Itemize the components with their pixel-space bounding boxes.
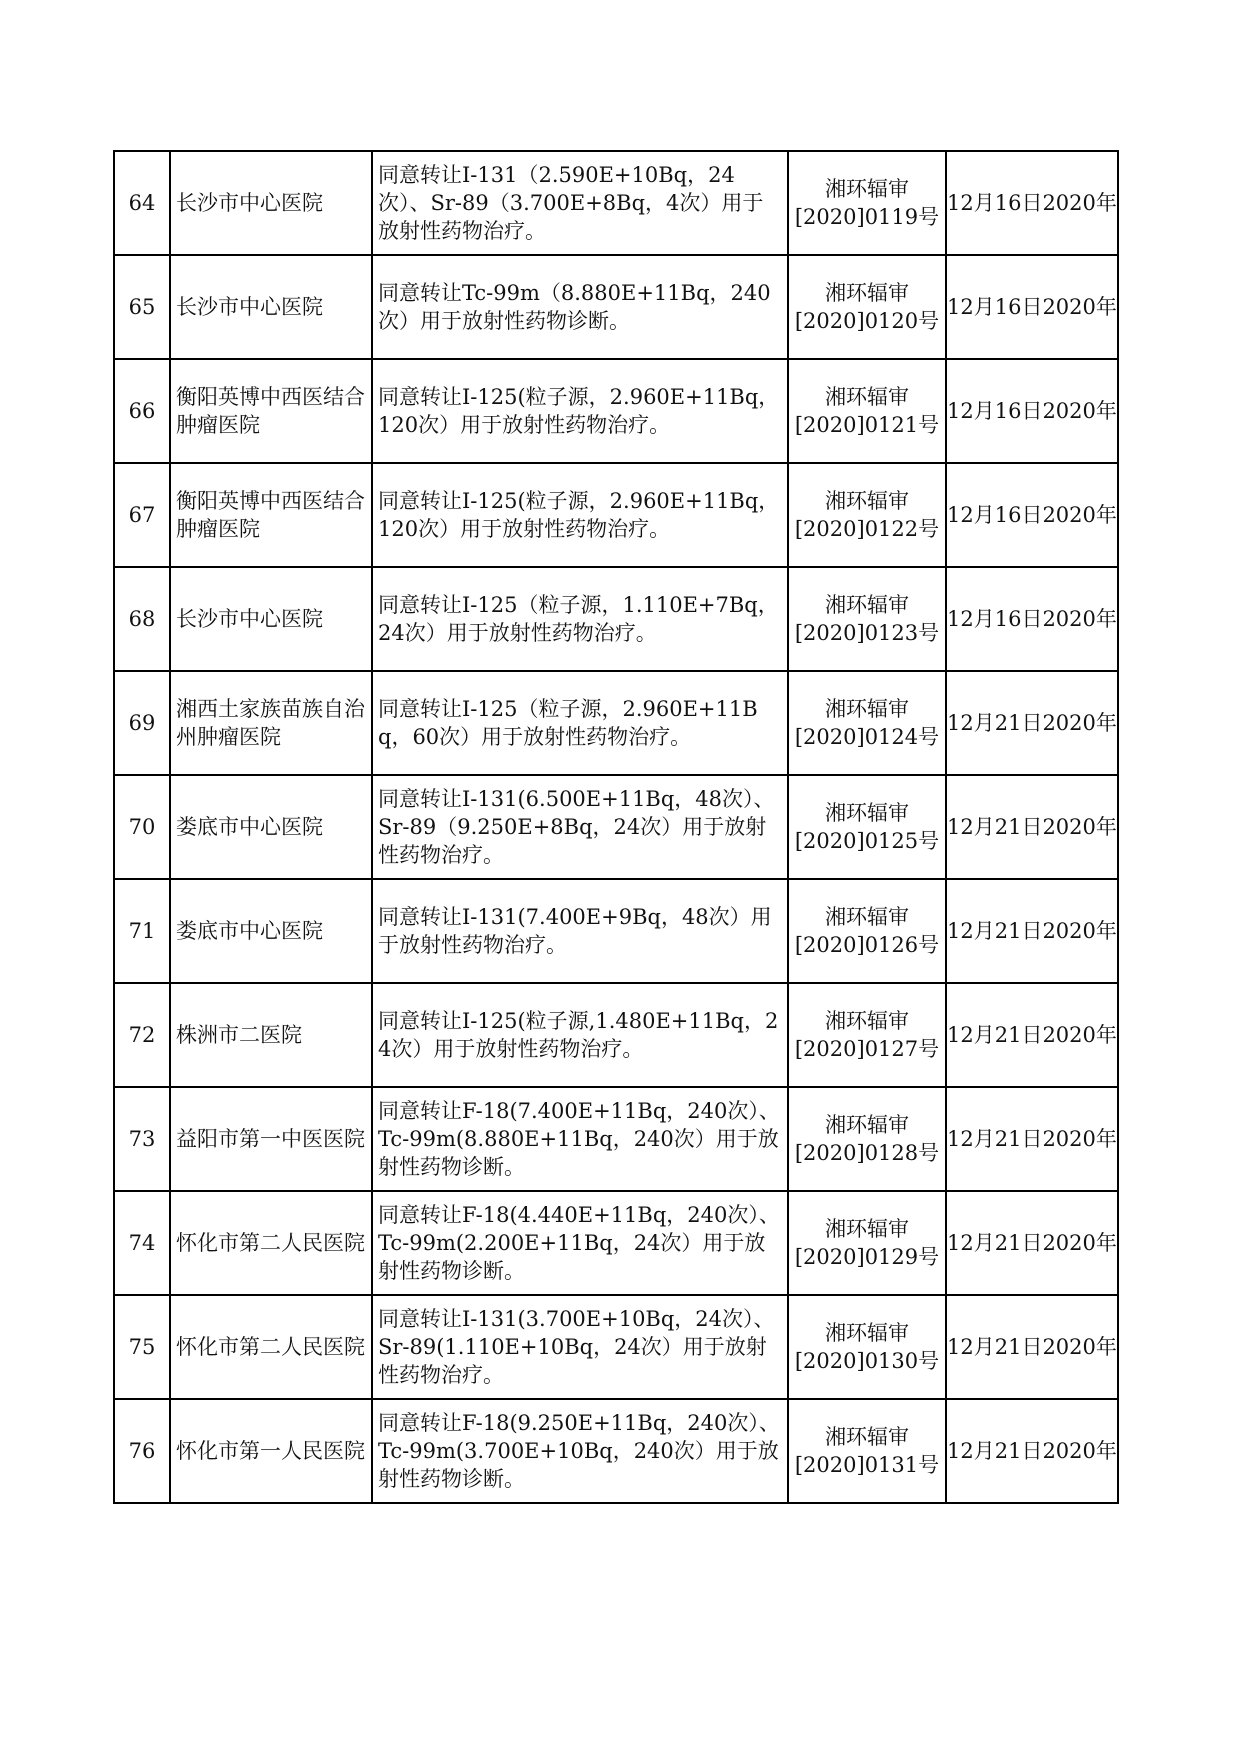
approval-description: 同意转让I-125（粒子源，2.960E+11Bq，60次）用于放射性药物治疗。 <box>372 671 788 775</box>
table-row <box>114 671 1118 775</box>
organization: 怀化市第二人民医院 <box>170 1295 372 1399</box>
row-number: 69 <box>114 671 170 775</box>
approval-date: 12月21日2020年 <box>946 1399 1118 1503</box>
document-number <box>788 1399 946 1503</box>
doc-prefix: 湘环辐审 <box>825 385 909 409</box>
row-number: 71 <box>114 879 170 983</box>
doc-code: [2020]0120号 <box>794 309 940 333</box>
doc-prefix: 湘环辐审 <box>825 177 909 201</box>
approval-date: 12月16日2020年 <box>946 151 1118 255</box>
approval-table <box>113 150 1119 1504</box>
approval-description: 同意转让F-18(4.440E+11Bq，240次）、Tc-99m(2.200E+11Bq，24次）用于放射性药物诊断。 <box>372 1191 788 1295</box>
approval-description: 同意转让I-125(粒子源，2.960E+11Bq，120次）用于放射性药物治疗。 <box>372 463 788 567</box>
approval-date: 12月21日2020年 <box>946 879 1118 983</box>
doc-code: [2020]0123号 <box>794 621 940 645</box>
row-number: 72 <box>114 983 170 1087</box>
organization: 娄底市中心医院 <box>170 775 372 879</box>
approval-description: 同意转让I-125(粒子源，2.960E+11Bq，120次）用于放射性药物治疗。 <box>372 359 788 463</box>
organization: 衡阳英博中西医结合肿瘤医院 <box>170 359 372 463</box>
document-number <box>788 775 946 879</box>
row-number: 66 <box>114 359 170 463</box>
row-number: 64 <box>114 151 170 255</box>
table-row <box>114 879 1118 983</box>
approval-date: 12月21日2020年 <box>946 1295 1118 1399</box>
organization: 长沙市中心医院 <box>170 151 372 255</box>
doc-code: [2020]0126号 <box>794 933 940 957</box>
table-row <box>114 1399 1118 1503</box>
doc-code: [2020]0127号 <box>794 1037 940 1061</box>
document-number <box>788 1191 946 1295</box>
document-number <box>788 1295 946 1399</box>
doc-prefix: 湘环辐审 <box>825 1113 909 1137</box>
table-row <box>114 151 1118 255</box>
doc-code: [2020]0121号 <box>794 413 940 437</box>
doc-code: [2020]0129号 <box>794 1245 940 1269</box>
doc-code: [2020]0119号 <box>794 205 940 229</box>
document-number <box>788 463 946 567</box>
approval-date: 12月16日2020年 <box>946 463 1118 567</box>
approval-date: 12月21日2020年 <box>946 671 1118 775</box>
doc-prefix: 湘环辐审 <box>825 697 909 721</box>
doc-prefix: 湘环辐审 <box>825 1009 909 1033</box>
table-row <box>114 567 1118 671</box>
table-row <box>114 1191 1118 1295</box>
doc-prefix: 湘环辐审 <box>825 593 909 617</box>
approval-description: 同意转让F-18(9.250E+11Bq，240次）、Tc-99m(3.700E+10Bq，240次）用于放射性药物诊断。 <box>372 1399 788 1503</box>
document-number <box>788 983 946 1087</box>
organization: 怀化市第二人民医院 <box>170 1191 372 1295</box>
doc-code: [2020]0130号 <box>794 1349 940 1373</box>
table-row <box>114 359 1118 463</box>
approval-description: 同意转让I-131(3.700E+10Bq，24次）、Sr-89(1.110E+10Bq，24次）用于放射性药物治疗。 <box>372 1295 788 1399</box>
organization: 株洲市二医院 <box>170 983 372 1087</box>
row-number: 68 <box>114 567 170 671</box>
approval-date: 12月21日2020年 <box>946 775 1118 879</box>
doc-prefix: 湘环辐审 <box>825 801 909 825</box>
row-number: 75 <box>114 1295 170 1399</box>
doc-prefix: 湘环辐审 <box>825 489 909 513</box>
doc-prefix: 湘环辐审 <box>825 1425 909 1449</box>
organization: 湘西土家族苗族自治州肿瘤医院 <box>170 671 372 775</box>
document-number <box>788 1087 946 1191</box>
document-number <box>788 255 946 359</box>
table-row <box>114 775 1118 879</box>
approval-description: 同意转让I-131（2.590E+10Bq，24次）、Sr-89（3.700E+8Bq，4次）用于放射性药物治疗。 <box>372 151 788 255</box>
table-row <box>114 1295 1118 1399</box>
table-row <box>114 463 1118 567</box>
organization: 怀化市第一人民医院 <box>170 1399 372 1503</box>
document-number <box>788 151 946 255</box>
doc-code: [2020]0125号 <box>794 829 940 853</box>
approval-date: 12月16日2020年 <box>946 359 1118 463</box>
organization: 衡阳英博中西医结合肿瘤医院 <box>170 463 372 567</box>
document-number <box>788 567 946 671</box>
document-number <box>788 671 946 775</box>
table-row <box>114 983 1118 1087</box>
row-number: 70 <box>114 775 170 879</box>
organization: 长沙市中心医院 <box>170 567 372 671</box>
doc-prefix: 湘环辐审 <box>825 1217 909 1241</box>
doc-prefix: 湘环辐审 <box>825 281 909 305</box>
organization: 娄底市中心医院 <box>170 879 372 983</box>
approval-description: 同意转让Tc-99m（8.880E+11Bq，240次）用于放射性药物诊断。 <box>372 255 788 359</box>
doc-prefix: 湘环辐审 <box>825 1321 909 1345</box>
approval-description: 同意转让I-125(粒子源,1.480E+11Bq，24次）用于放射性药物治疗。 <box>372 983 788 1087</box>
document-number <box>788 879 946 983</box>
row-number: 67 <box>114 463 170 567</box>
document-number <box>788 359 946 463</box>
doc-prefix: 湘环辐审 <box>825 905 909 929</box>
table-row <box>114 1087 1118 1191</box>
approval-description: 同意转让F-18(7.400E+11Bq，240次）、Tc-99m(8.880E+11Bq，240次）用于放射性药物诊断。 <box>372 1087 788 1191</box>
approval-date: 12月21日2020年 <box>946 983 1118 1087</box>
doc-code: [2020]0122号 <box>794 517 940 541</box>
row-number: 76 <box>114 1399 170 1503</box>
doc-code: [2020]0131号 <box>794 1453 940 1477</box>
approval-description: 同意转让I-125（粒子源，1.110E+7Bq，24次）用于放射性药物治疗。 <box>372 567 788 671</box>
organization: 长沙市中心医院 <box>170 255 372 359</box>
approval-description: 同意转让I-131(6.500E+11Bq，48次）、Sr-89（9.250E+8Bq，24次）用于放射性药物治疗。 <box>372 775 788 879</box>
row-number: 65 <box>114 255 170 359</box>
table-row <box>114 255 1118 359</box>
organization: 益阳市第一中医医院 <box>170 1087 372 1191</box>
approval-description: 同意转让I-131(7.400E+9Bq，48次）用于放射性药物治疗。 <box>372 879 788 983</box>
approval-date: 12月16日2020年 <box>946 255 1118 359</box>
doc-code: [2020]0124号 <box>794 725 940 749</box>
row-number: 74 <box>114 1191 170 1295</box>
row-number: 73 <box>114 1087 170 1191</box>
approval-date: 12月16日2020年 <box>946 567 1118 671</box>
approval-date: 12月21日2020年 <box>946 1191 1118 1295</box>
approval-date: 12月21日2020年 <box>946 1087 1118 1191</box>
doc-code: [2020]0128号 <box>794 1141 940 1165</box>
